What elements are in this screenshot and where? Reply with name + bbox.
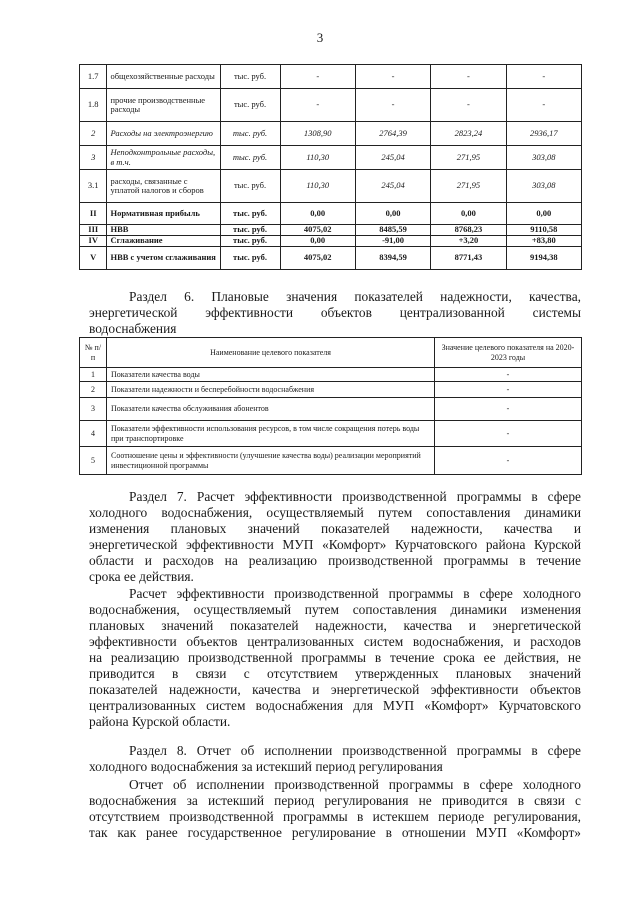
row-unit: тыс. руб. bbox=[220, 236, 280, 247]
row-value: 0,00 bbox=[280, 236, 355, 247]
row-value: 2823,24 bbox=[431, 122, 506, 146]
row-value: -91,00 bbox=[355, 236, 430, 247]
row-value: 8394,59 bbox=[355, 247, 430, 270]
row-name: прочие производственные расходы bbox=[107, 89, 220, 122]
row-value: 271,95 bbox=[431, 146, 506, 170]
table-row bbox=[80, 247, 582, 270]
row-value: - bbox=[280, 89, 355, 122]
text-line: Раздел 6. Плановые значения показателей надежности, качества, bbox=[129, 289, 581, 304]
table-row bbox=[80, 225, 582, 236]
text-line: Расчет эффективности производственной программы в сфере холодного bbox=[129, 586, 581, 601]
row-unit: тыс. руб. bbox=[220, 170, 280, 203]
section-8-heading bbox=[89, 743, 581, 775]
table-row bbox=[80, 89, 582, 122]
row-value: - bbox=[435, 421, 582, 447]
row-number: 1.8 bbox=[80, 89, 107, 122]
table-row bbox=[80, 382, 582, 398]
row-value: 0,00 bbox=[431, 203, 506, 225]
text-line: на реализацию производственной программы в течение срока ее действия, не bbox=[89, 650, 581, 665]
row-name: Расходы на электроэнергию bbox=[107, 122, 220, 146]
table-row bbox=[80, 421, 582, 447]
text-line: Раздел 7. Расчет эффективности производственной программы в сфере bbox=[129, 489, 581, 504]
row-value: - bbox=[280, 65, 355, 89]
row-name: Показатели качества обслуживания абонентов bbox=[107, 398, 435, 421]
row-value: 8771,43 bbox=[431, 247, 506, 270]
row-unit: тыс. руб. bbox=[220, 247, 280, 270]
text-line: Отчет об исполнении производственной программы в сфере холодного bbox=[129, 777, 581, 792]
row-number: V bbox=[80, 247, 107, 270]
row-number: 3 bbox=[80, 398, 107, 421]
row-name: Показатели эффективности использования ресурсов, в том числе сокращения потерь воды при транспортировке bbox=[107, 421, 435, 447]
row-value: - bbox=[431, 65, 506, 89]
row-name: НВВ с учетом сглаживания bbox=[107, 247, 220, 270]
row-number: 1.7 bbox=[80, 65, 107, 89]
header-name: Наименование целевого показателя bbox=[107, 338, 435, 368]
row-name: Неподконтрольные расходы, в т.ч. bbox=[107, 146, 220, 170]
header-num: № п/п bbox=[80, 338, 107, 368]
text-line: показателей надежности, качества и энергетической эффективности объектов bbox=[89, 682, 581, 697]
text-line: энергетической эффективности МУП «Комфорт» Курчатовского района Курской bbox=[89, 537, 581, 552]
text-line: энергетической эффективности объектов централизованной системы bbox=[89, 305, 581, 320]
table-header-row bbox=[80, 338, 582, 368]
row-value: 0,00 bbox=[355, 203, 430, 225]
text-line: изменения плановых значений показателей надежности, качества и bbox=[89, 521, 581, 536]
row-value: 4075,02 bbox=[280, 225, 355, 236]
row-number: 4 bbox=[80, 421, 107, 447]
text-line: Раздел 8. Отчет об исполнении производственной программы в сфере bbox=[129, 743, 581, 758]
table-row bbox=[80, 368, 582, 382]
row-value: 303,08 bbox=[506, 146, 581, 170]
text-line: района Курской области. bbox=[89, 714, 231, 729]
table-row bbox=[80, 170, 582, 203]
row-value: +3,20 bbox=[431, 236, 506, 247]
section-7-body bbox=[89, 586, 581, 730]
row-value: - bbox=[435, 447, 582, 475]
row-value: 245,04 bbox=[355, 170, 430, 203]
row-value: 271,95 bbox=[431, 170, 506, 203]
table-row bbox=[80, 398, 582, 421]
row-value: 2764,39 bbox=[355, 122, 430, 146]
row-unit: тыс. руб. bbox=[220, 225, 280, 236]
row-name: Показатели надежности и бесперебойности водоснабжения bbox=[107, 382, 435, 398]
row-value: - bbox=[435, 382, 582, 398]
row-name: общехозяйственные расходы bbox=[107, 65, 220, 89]
text-line: холодного водоснабжения, осуществляемый путем сопоставления динамики bbox=[89, 505, 581, 520]
text-line: эффективности объектов централизованных систем водоснабжения, и расходов bbox=[89, 634, 581, 649]
row-value: 1308,90 bbox=[280, 122, 355, 146]
row-value: - bbox=[435, 368, 582, 382]
table-row bbox=[80, 146, 582, 170]
page-number: 3 bbox=[316, 30, 324, 45]
row-number: IV bbox=[80, 236, 107, 247]
section-7-heading bbox=[89, 489, 581, 585]
text-line: централизованных систем водоснабжения для МУП «Комфорт» Курчатовского bbox=[89, 698, 581, 713]
section-8-body bbox=[89, 777, 581, 841]
row-unit: тыс. руб. bbox=[220, 89, 280, 122]
text-line: холодного водоснабжения за истекший период регулирования bbox=[89, 759, 443, 774]
section-6-heading bbox=[89, 289, 581, 337]
row-value: 245,04 bbox=[355, 146, 430, 170]
row-value: +83,80 bbox=[506, 236, 581, 247]
text-line: приводится в связи с отсутствием утвержденных плановых значений bbox=[89, 666, 581, 681]
row-name: расходы, связанные с уплатой налогов и сборов bbox=[107, 170, 220, 203]
row-number: 5 bbox=[80, 447, 107, 475]
row-value: 0,00 bbox=[506, 203, 581, 225]
indicators-table bbox=[79, 337, 582, 475]
row-value: - bbox=[355, 89, 430, 122]
text-line: водоснабжения за истекший период регулирования не приводится в связи с bbox=[89, 793, 581, 808]
table-row bbox=[80, 65, 582, 89]
row-unit: тыс. руб. bbox=[220, 122, 280, 146]
row-name: Соотношение цены и эффективности (улучшение качества воды) реализации мероприятий инвестиционной программы bbox=[107, 447, 435, 475]
row-number: II bbox=[80, 203, 107, 225]
row-value: - bbox=[431, 89, 506, 122]
row-value: 4075,02 bbox=[280, 247, 355, 270]
row-name: Нормативная прибыль bbox=[107, 203, 220, 225]
row-value: 8485,59 bbox=[355, 225, 430, 236]
text-line: области и расходов на реализацию производственной программы в течение bbox=[89, 553, 581, 568]
row-unit: тыс. руб. bbox=[220, 65, 280, 89]
text-line: так как ранее государственное регулирование в отношении МУП «Комфорт» bbox=[89, 825, 581, 840]
table-row bbox=[80, 122, 582, 146]
row-number: III bbox=[80, 225, 107, 236]
row-value: - bbox=[506, 89, 581, 122]
row-unit: тыс. руб. bbox=[220, 203, 280, 225]
table-row bbox=[80, 236, 582, 247]
table-row bbox=[80, 203, 582, 225]
row-number: 1 bbox=[80, 368, 107, 382]
row-value: 2936,17 bbox=[506, 122, 581, 146]
row-value: 0,00 bbox=[280, 203, 355, 225]
text-line: водоснабжения, осуществляемый путем сопоставления динамики изменения bbox=[89, 602, 581, 617]
row-value: - bbox=[355, 65, 430, 89]
row-value: 9110,58 bbox=[506, 225, 581, 236]
text-line: отсутствием производственной программы в истекшем периоде регулирования, bbox=[89, 809, 581, 824]
row-value: 8768,23 bbox=[431, 225, 506, 236]
row-number: 2 bbox=[80, 122, 107, 146]
row-value: 9194,38 bbox=[506, 247, 581, 270]
text-line: плановых значений показателей надежности, качества и энергетической bbox=[89, 618, 581, 633]
text-line: водоснабжения bbox=[89, 321, 177, 336]
row-name: Показатели качества воды bbox=[107, 368, 435, 382]
row-value: 110,30 bbox=[280, 170, 355, 203]
row-number: 2 bbox=[80, 382, 107, 398]
row-value: - bbox=[435, 398, 582, 421]
row-name: Сглаживание bbox=[107, 236, 220, 247]
row-number: 3 bbox=[80, 146, 107, 170]
row-value: 110,30 bbox=[280, 146, 355, 170]
row-value: - bbox=[506, 65, 581, 89]
row-unit: тыс. руб. bbox=[220, 146, 280, 170]
financial-table bbox=[79, 64, 582, 270]
table-row bbox=[80, 447, 582, 475]
row-value: 303,08 bbox=[506, 170, 581, 203]
header-value: Значение целевого показателя на 2020-2023 годы bbox=[435, 338, 582, 368]
row-name: НВВ bbox=[107, 225, 220, 236]
row-number: 3.1 bbox=[80, 170, 107, 203]
text-line: срока ее действия. bbox=[89, 569, 194, 584]
